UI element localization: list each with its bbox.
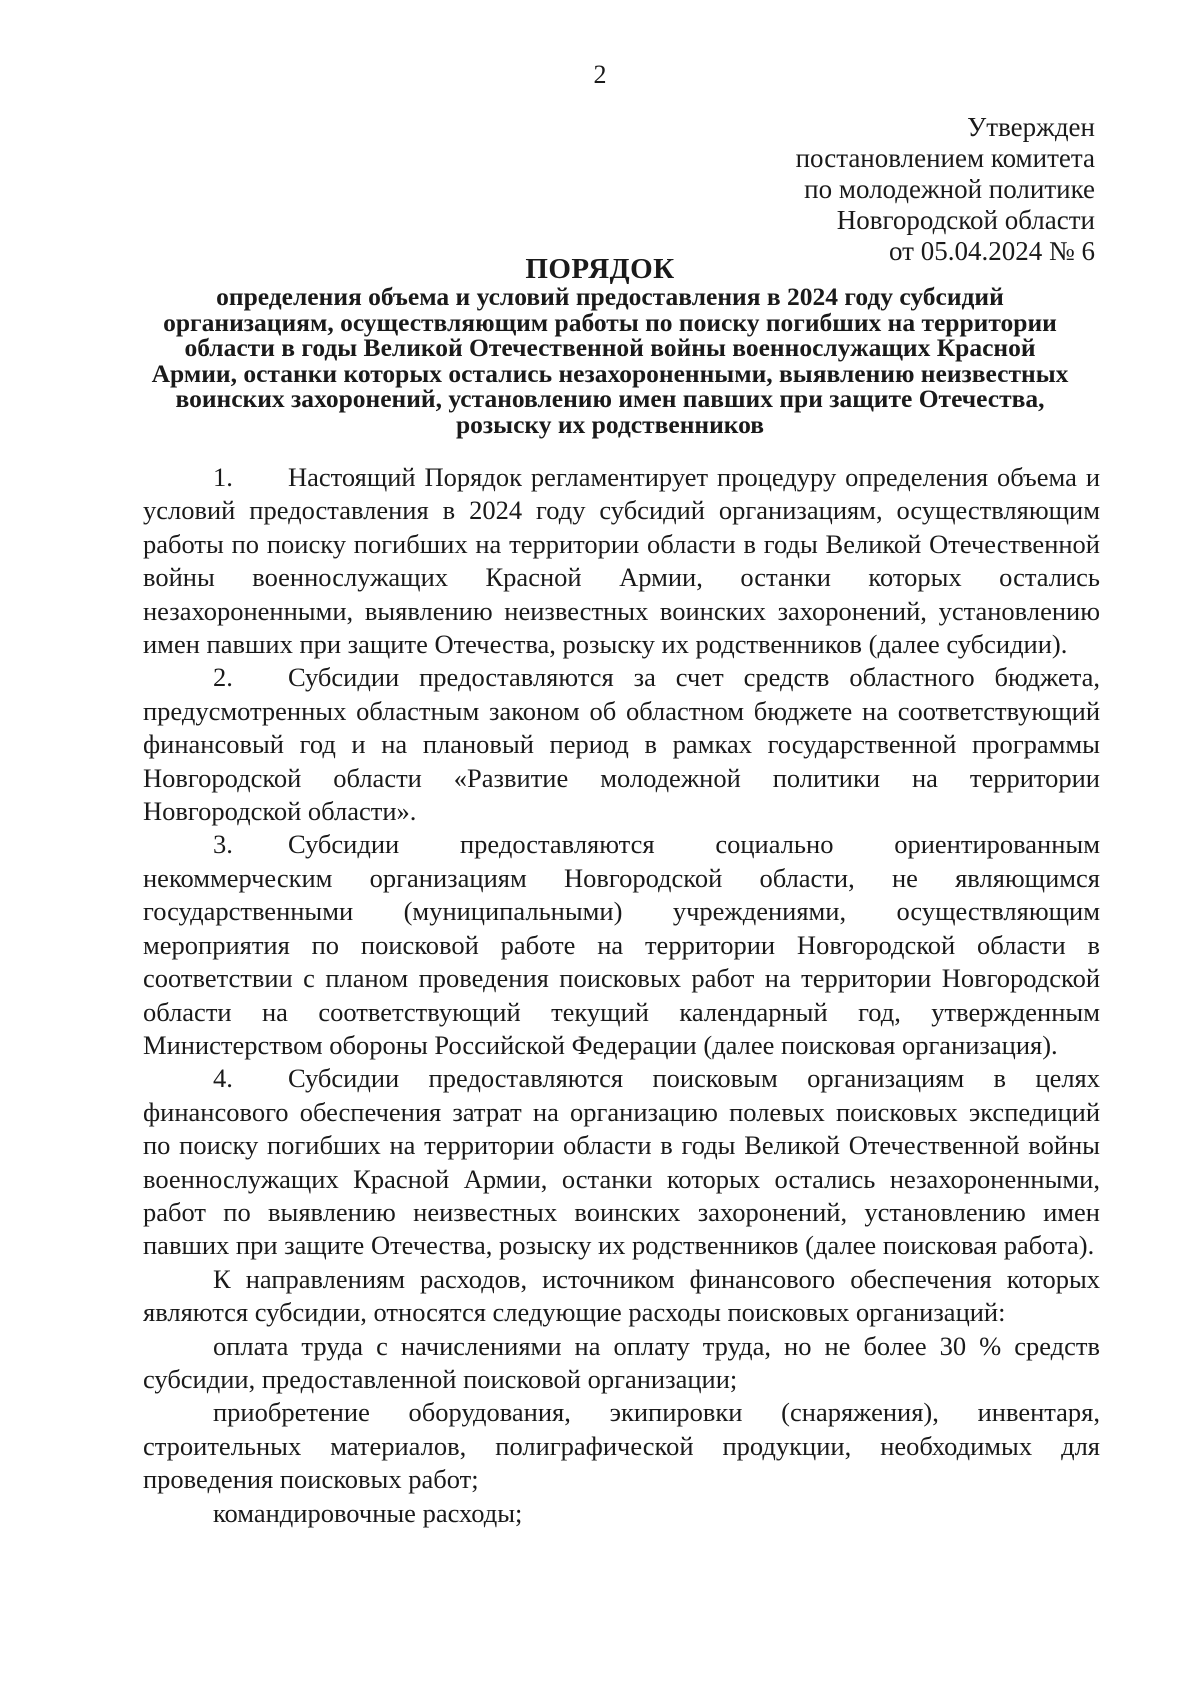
approval-date-number: от 05.04.2024 № 6 (889, 236, 1095, 266)
paragraph-text: Субсидии предоставляются социально ориентированным некоммерческим организациям Новгородской области, не являющимся государственными (муниципальными) учреждениями, осуществляющим мероприятия по поисковой работе на территории Новгородской области в соответствии с планом проведения поисковых работ на территории Новгородской области на соответствующий текущий календарный год, утвержденным Министерством обороны Российской Федерации (далее поисковая организация). (143, 829, 1100, 1060)
expense-item: приобретение оборудования, экипировки (снаряжения), инвентаря, строительных материалов, полиграфической продукции, необходимых для проведения поисковых работ; (143, 1397, 1100, 1495)
expenses-intro: К направлениям расходов, источником финансового обеспечения которых являются субсидии, относятся следующие расходы поисковых организаций: (143, 1263, 1100, 1328)
expense-item: оплата труда с начислениями на оплату труда, но не более 30 % средств субсидии, предоставленной поисковой организации; (143, 1330, 1100, 1394)
approval-line: постановлением комитета (795, 143, 1095, 173)
paragraph-2 (143, 661, 1100, 828)
approval-stamp-block (796, 112, 1095, 267)
paragraph-text: Субсидии предоставляются поисковым организациям в целях финансового обеспечения затрат на организацию полевых поисковых экспедиций по поиску погибших на территории области в годы Великой Отечественной войны военнослужащих Красной Армии, останки которых остались незахороненными, работ по выявлению неизвестных воинских захоронений, установлению имен павших при защите Отечества, розыску их родственников (далее поисковая работа). (143, 1063, 1100, 1261)
page-number: 2 (593, 60, 607, 89)
paragraph-4 (143, 1062, 1100, 1262)
paragraph-number: 1. (213, 462, 233, 492)
paragraph-number: 4. (213, 1063, 233, 1094)
paragraph-3 (143, 828, 1100, 1062)
paragraph-number: 3. (213, 829, 233, 860)
paragraph-number: 2. (213, 662, 233, 693)
approval-line: Новгородской области (836, 205, 1095, 235)
paragraph-text: Настоящий Порядок регламентирует процедуру определения объема и условий предоставления в 2024 году субсидий организациям, осуществляющим работы по поиску погибших на территории области в годы Великой Отечественной войны военнослужащих Красной Армии, останки которых остались незахороненными, выявлению неизвестных воинских захоронений, установлению имен павших при защите Отечества, розыску их родственников (далее субсидии). (143, 462, 1100, 660)
document-subtitle: определения объема и условий предоставления в 2024 году субсидий организациям, осуществляющим работы по поиску погибших на территории области в годы Великой Отечественной войны военнослужащих Красной Армии, останки которых остались незахороненными, выявлению неизвестных воинских захоронений, установлению имен павших при защите Отечества, розыску их родственников (151, 282, 1069, 439)
paragraph-1 (143, 461, 1100, 661)
expense-item: командировочные расходы; (213, 1497, 523, 1528)
document-body (143, 461, 1100, 1530)
approval-line: по молодежной политике (804, 174, 1095, 204)
approval-line: Утвержден (967, 112, 1095, 142)
paragraph-text: Субсидии предоставляются за счет средств областного бюджета, предусмотренных областным законом об областном бюджете на соответствующий финансовый год и на плановый период в рамках государственной программы Новгородской области «Развитие молодежной политики на территории Новгородской области». (143, 662, 1100, 827)
document-title: ПОРЯДОК (525, 253, 675, 285)
